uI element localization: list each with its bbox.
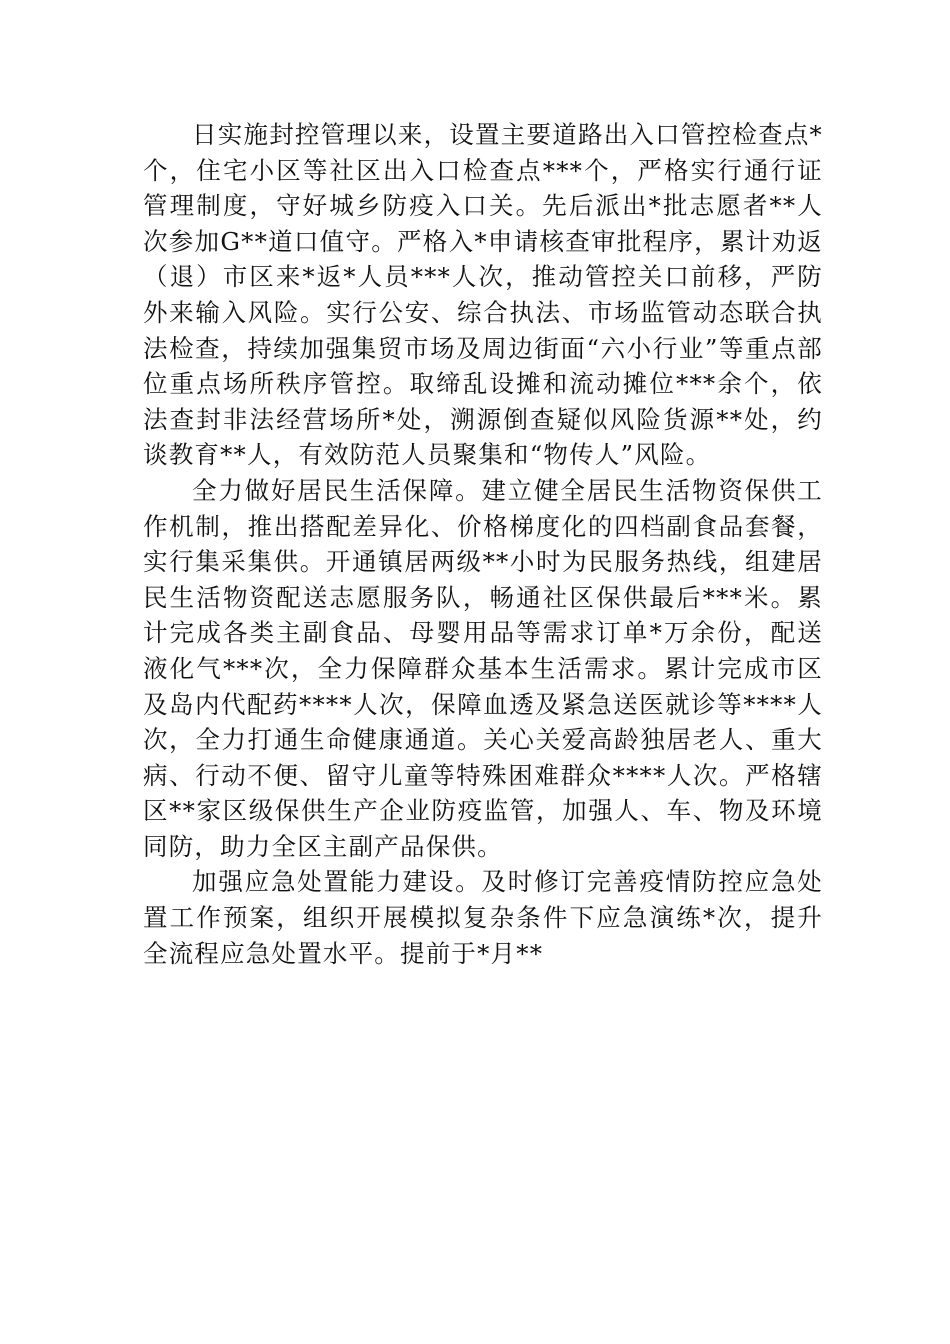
- paragraph-epidemic-control: 日实施封控管理以来，设置主要道路出入口管控检查点*个，住宅小区等社区出入口检查点***个，严格实行通行证管理制度，守好城乡防疫入口关。先后派出*批志愿者**人次参加G**道口值守。严格入*申请核查审批程序，累计劝返（退）市区来*返*人员***人次，推动管控关口前移，严防外来输入风险。实行公安、综合执法、市场监管动态联合执法检查，持续加强集贸市场及周边街面“六小行业”等重点部位重点场所秩序管控。取缔乱设摊和流动摊位***余个，依法查封非法经营场所*处，溯源倒查疑似风险货源**处，约谈教育**人，有效防范人员聚集和“物传人”风险。: [143, 120, 823, 470]
- paragraph-emergency-response: 加强应急处置能力建设。及时修订完善疫情防控应急处置工作预案，组织开展模拟复杂条件下应急演练*次，提升全流程应急处置水平。提前于*月**: [143, 867, 823, 968]
- body-text: [143, 117, 823, 971]
- paragraph-living-supplies: 全力做好居民生活保障。建立健全居民生活物资保供工作机制，推出搭配差异化、价格梯度化的四档副食品套餐，实行集采集供。开通镇居两级**小时为民服务热线，组建居民生活物资配送志愿服务队，畅通社区保供最后***米。累计完成各类主副食品、母婴用品等需求订单*万余份，配送液化气***次，全力保障群众基本生活需求。累计完成市区及岛内代配药****人次，保障血透及紧急送医就诊等****人次，全力打通生命健康通道。关心关爱高龄独居老人、重大病、行动不便、留守儿童等特殊困难群众****人次。严格辖区**家区级保供生产企业防疫监管，加强人、车、物及环境同防，助力全区主副产品保供。: [143, 475, 823, 861]
